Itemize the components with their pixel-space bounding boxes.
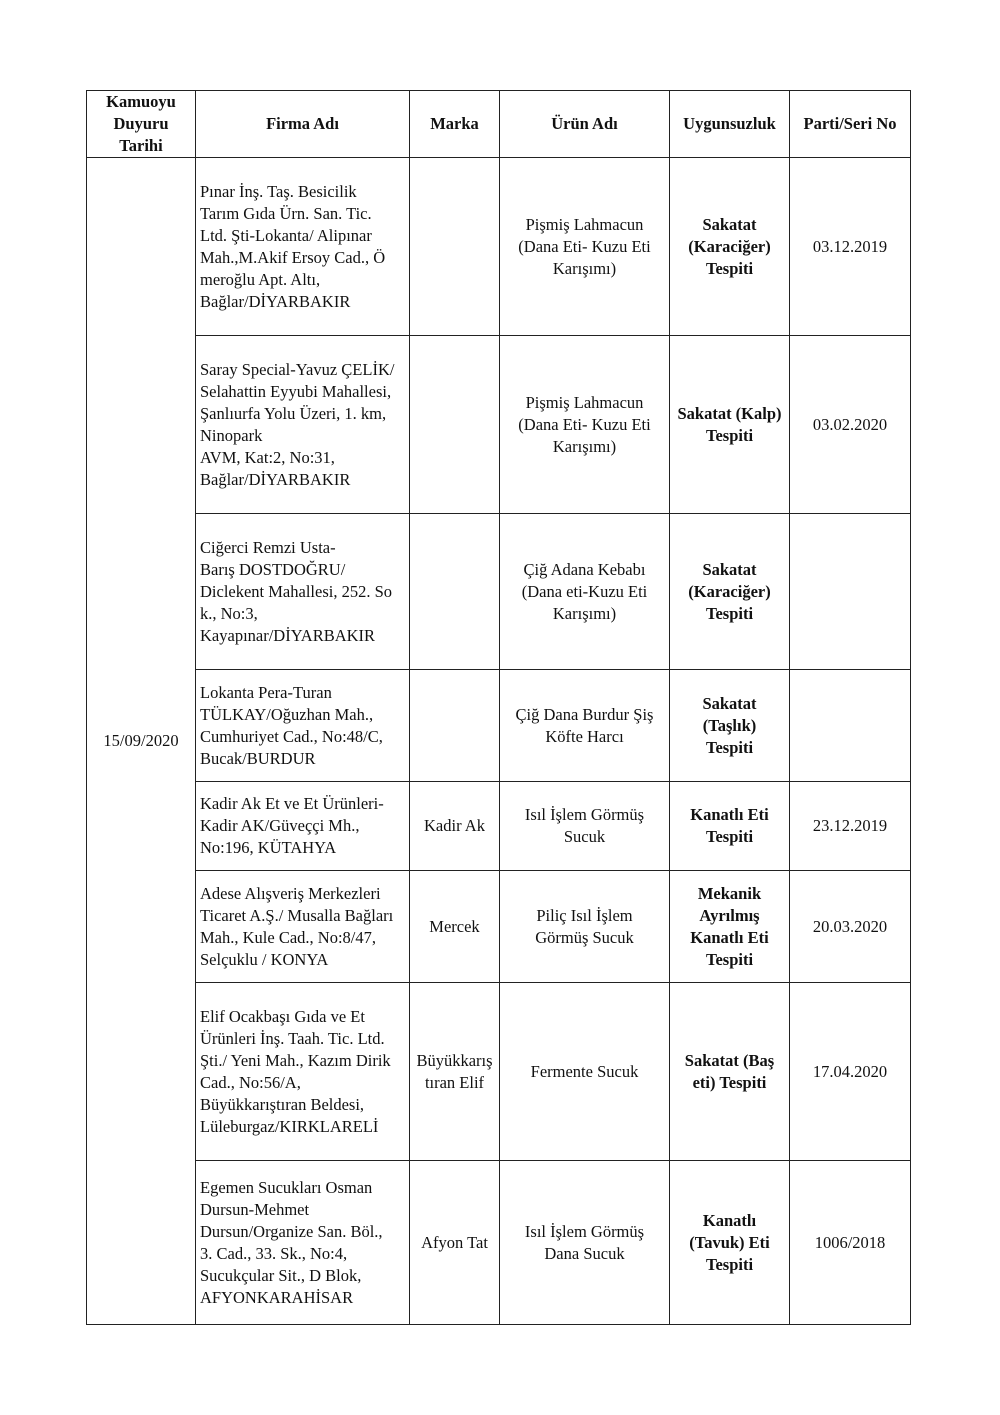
urun-cell: Isıl İşlem Görmüş Dana Sucuk bbox=[500, 1161, 670, 1325]
header-row bbox=[87, 91, 911, 158]
header-urun: Ürün Adı bbox=[500, 91, 670, 158]
header-marka: Marka bbox=[410, 91, 500, 158]
marka-cell bbox=[410, 158, 500, 336]
table-row bbox=[87, 670, 911, 782]
parti-cell: 03.02.2020 bbox=[790, 336, 911, 514]
table-row bbox=[87, 514, 911, 670]
table-row bbox=[87, 158, 911, 336]
table-row bbox=[87, 782, 911, 871]
uygunsuzluk-cell: Sakatat (Taşlık) Tespiti bbox=[670, 670, 790, 782]
parti-cell: 17.04.2020 bbox=[790, 983, 911, 1161]
table-row bbox=[87, 336, 911, 514]
parti-cell bbox=[790, 514, 911, 670]
urun-cell: Isıl İşlem Görmüş Sucuk bbox=[500, 782, 670, 871]
parti-cell: 20.03.2020 bbox=[790, 871, 911, 983]
table-row bbox=[87, 871, 911, 983]
marka-cell bbox=[410, 336, 500, 514]
urun-cell: Pişmiş Lahmacun (Dana Eti- Kuzu Eti Karışımı) bbox=[500, 336, 670, 514]
firma-cell: Egemen Sucukları Osman Dursun-Mehmet Dursun/Organize San. Böl., 3. Cad., 33. Sk., No:4, Sucukçular Sit., D Blok, AFYONKARAHİSAR bbox=[196, 1161, 410, 1325]
header-parti: Parti/Seri No bbox=[790, 91, 911, 158]
marka-cell: Afyon Tat bbox=[410, 1161, 500, 1325]
marka-cell bbox=[410, 670, 500, 782]
firma-cell: Lokanta Pera-Turan TÜLKAY/Oğuzhan Mah., Cumhuriyet Cad., No:48/C, Bucak/BURDUR bbox=[196, 670, 410, 782]
urun-cell: Pişmiş Lahmacun (Dana Eti- Kuzu Eti Karışımı) bbox=[500, 158, 670, 336]
recall-table bbox=[86, 90, 911, 1325]
marka-cell bbox=[410, 514, 500, 670]
marka-cell: Mercek bbox=[410, 871, 500, 983]
uygunsuzluk-cell: Sakatat (Karaciğer) Tespiti bbox=[670, 514, 790, 670]
marka-cell: Kadir Ak bbox=[410, 782, 500, 871]
uygunsuzluk-cell: Sakatat (Baş eti) Tespiti bbox=[670, 983, 790, 1161]
urun-cell: Çiğ Dana Burdur Şiş Köfte Harcı bbox=[500, 670, 670, 782]
marka-cell: Büyükkarış tıran Elif bbox=[410, 983, 500, 1161]
announcement-date: 15/09/2020 bbox=[87, 158, 196, 1325]
table-row bbox=[87, 983, 911, 1161]
header-firma: Firma Adı bbox=[196, 91, 410, 158]
urun-cell: Çiğ Adana Kebabı (Dana eti-Kuzu Eti Karışımı) bbox=[500, 514, 670, 670]
uygunsuzluk-cell: Sakatat (Karaciğer) Tespiti bbox=[670, 158, 790, 336]
parti-cell: 03.12.2019 bbox=[790, 158, 911, 336]
firma-cell: Ciğerci Remzi Usta- Barış DOSTDOĞRU/ Diclekent Mahallesi, 252. So k., No:3, Kayapınar/DİYARBAKIR bbox=[196, 514, 410, 670]
firma-cell: Elif Ocakbaşı Gıda ve Et Ürünleri İnş. Taah. Tic. Ltd. Şti./ Yeni Mah., Kazım Dirik Cad., No:56/A, Büyükkarıştıran Beldesi, Lüleburgaz/KIRKLARELİ bbox=[196, 983, 410, 1161]
urun-cell: Fermente Sucuk bbox=[500, 983, 670, 1161]
parti-cell bbox=[790, 670, 911, 782]
table-row bbox=[87, 1161, 911, 1325]
uygunsuzluk-cell: Kanatlı (Tavuk) Eti Tespiti bbox=[670, 1161, 790, 1325]
parti-cell: 1006/2018 bbox=[790, 1161, 911, 1325]
uygunsuzluk-cell: Kanatlı Eti Tespiti bbox=[670, 782, 790, 871]
parti-cell: 23.12.2019 bbox=[790, 782, 911, 871]
firma-cell: Pınar İnş. Taş. Besicilik Tarım Gıda Ürn. San. Tic. Ltd. Şti-Lokanta/ Alipınar Mah.,M.Akif Ersoy Cad., Ö meroğlu Apt. Altı, Bağlar/DİYARBAKIR bbox=[196, 158, 410, 336]
firma-cell: Kadir Ak Et ve Et Ürünleri- Kadir AK/Güveççi Mh., No:196, KÜTAHYA bbox=[196, 782, 410, 871]
urun-cell: Piliç Isıl İşlem Görmüş Sucuk bbox=[500, 871, 670, 983]
header-uygunsuzluk: Uygunsuzluk bbox=[670, 91, 790, 158]
uygunsuzluk-cell: Mekanik Ayrılmış Kanatlı Eti Tespiti bbox=[670, 871, 790, 983]
header-tarih: Kamuoyu Duyuru Tarihi bbox=[87, 91, 196, 158]
firma-cell: Adese Alışveriş Merkezleri Ticaret A.Ş./ Musalla Bağları Mah., Kule Cad., No:8/47, Selçuklu / KONYA bbox=[196, 871, 410, 983]
uygunsuzluk-cell: Sakatat (Kalp) Tespiti bbox=[670, 336, 790, 514]
firma-cell: Saray Special-Yavuz ÇELİK/ Selahattin Eyyubi Mahallesi, Şanlıurfa Yolu Üzeri, 1. km, Ninopark AVM, Kat:2, No:31, Bağlar/DİYARBAKIR bbox=[196, 336, 410, 514]
